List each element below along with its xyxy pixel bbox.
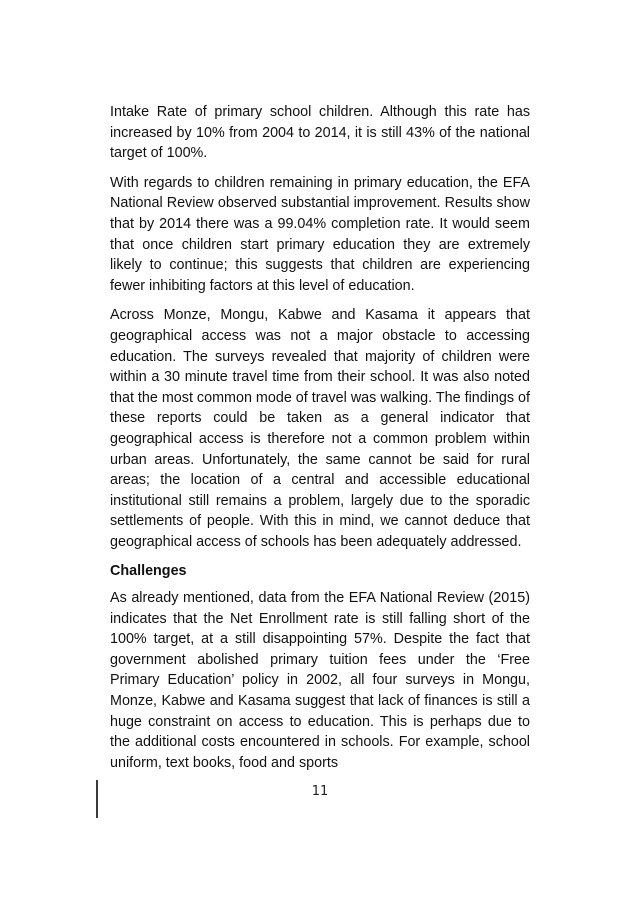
- margin-rule: [96, 780, 98, 818]
- paragraph-intake-rate: Intake Rate of primary school children. Although this rate has increased by 10% from 2004 to 2014, it is still 43% of the national target of 100%.: [110, 104, 530, 162]
- page-number: 11: [311, 784, 329, 799]
- body-text: [110, 102, 530, 782]
- section-heading-challenges: Challenges: [110, 563, 187, 580]
- paragraph-challenges: As already mentioned, data from the EFA National Review (2015) indicates that the Net Enrollment rate is still falling short of the 100% target, at a still disappointing 57%. Despite the fact that government abolished primary tuition fees under the ‘Free Primary Education’ policy in 2002, all four surveys in Mongu, Monze, Kabwe and Kasama suggest that lack of finances is still a huge constraint on access to education. This is perhaps due to the additional costs encountered in schools. For example, school uniform, text books, food and sports: [110, 590, 530, 771]
- paragraph-geographical-access: Across Monze, Mongu, Kabwe and Kasama it appears that geographical access was not a major obstacle to accessing education. The surveys revealed that majority of children were within a 30 minute travel time from their school. It was also noted that the most common mode of travel was walking. The findings of these reports could be taken as a general indicator that geographical access is therefore not a common problem within urban areas. Unfortunately, the same cannot be said for rural areas; the location of a central and accessible educational institutional still remains a problem, largely due to the sporadic settlements of people. With this in mind, we cannot deduce that geographical access of schools has been adequately addressed.: [110, 307, 530, 550]
- paragraph-completion-rate: With regards to children remaining in primary education, the EFA National Review observed substantial improvement. Results show that by 2014 there was a 99.04% completion rate. It would seem that once children start primary education they are extremely likely to continue; this suggests that children are experiencing fewer inhibiting factors at this level of education.: [110, 174, 530, 294]
